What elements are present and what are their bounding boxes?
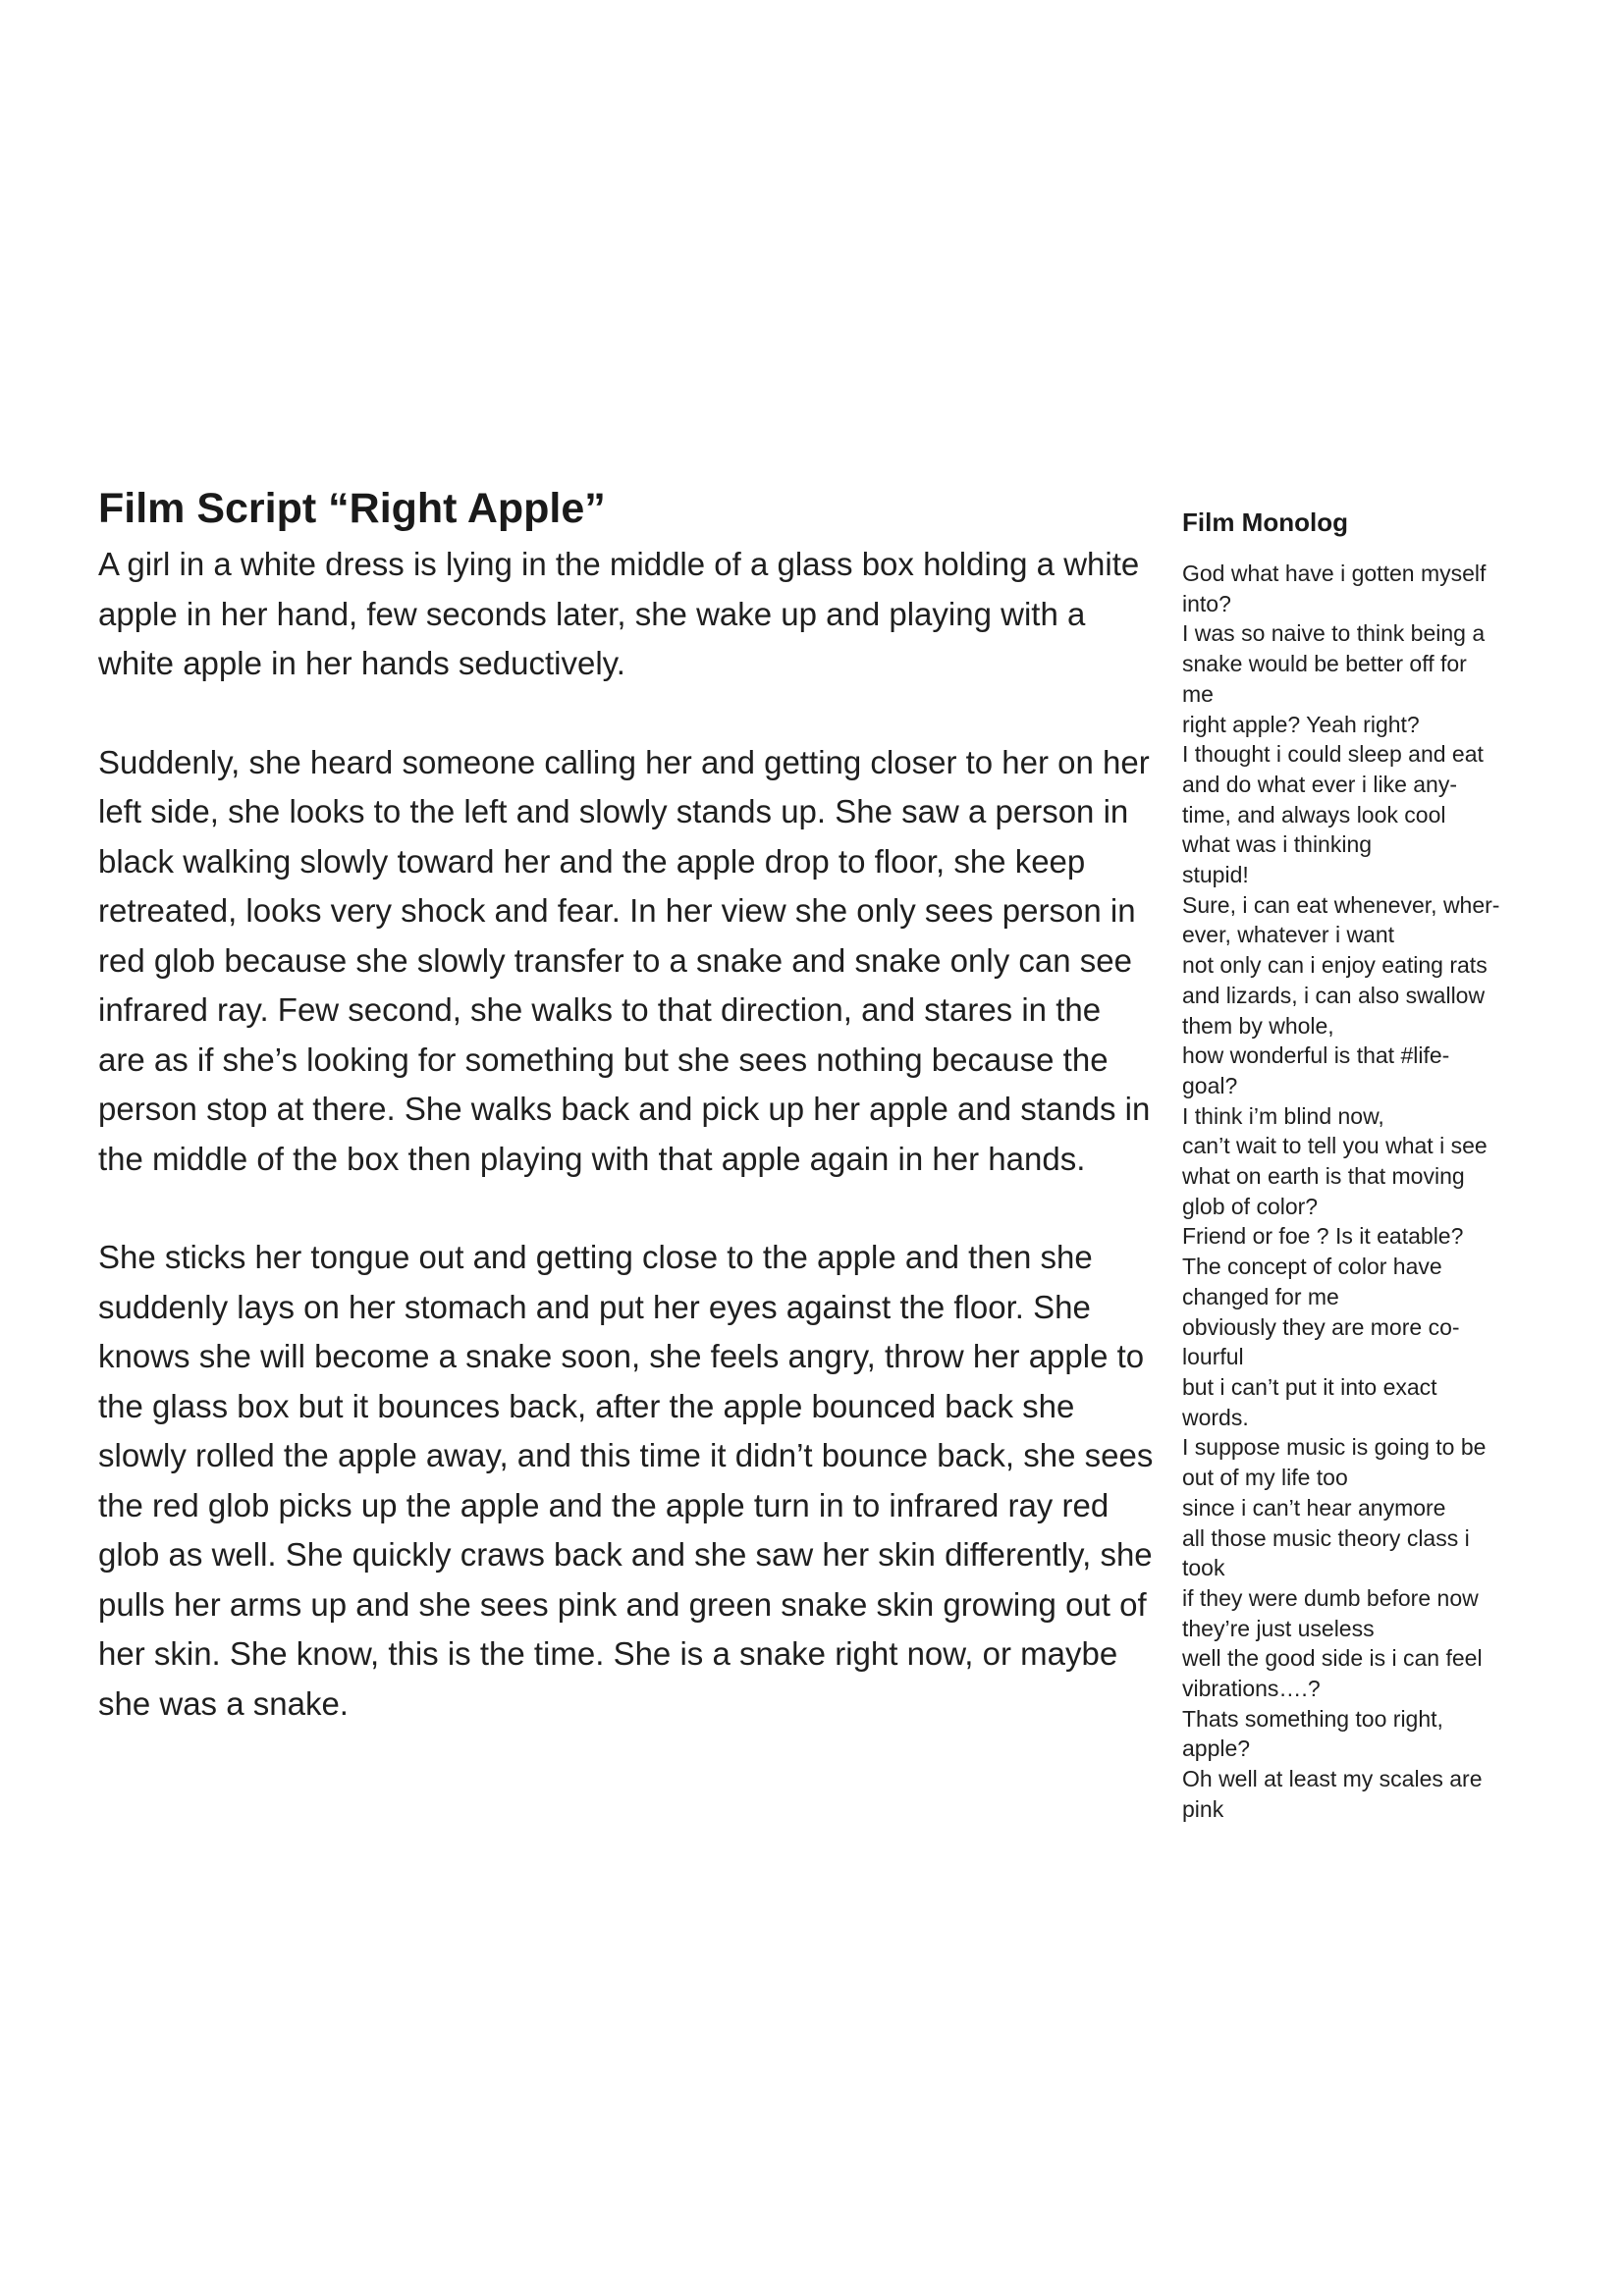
monolog-line: can’t wait to tell you what i see (1182, 1133, 1488, 1159)
monolog-line: not only can i enjoy eating rats (1182, 952, 1488, 979)
monolog-line: if they were dumb before now (1182, 1584, 1479, 1611)
monolog-line: ever, whatever i want (1182, 922, 1395, 948)
monolog-line: snake would be better off for (1182, 651, 1467, 677)
monolog-line: I thought i could sleep and eat (1182, 741, 1484, 768)
monolog-line: I was so naive to think being a (1182, 620, 1486, 647)
monolog-line: me (1182, 680, 1214, 707)
monolog-line: right apple? Yeah right? (1182, 711, 1420, 737)
film-script-title: Film Script “Right Apple” (98, 485, 606, 532)
monolog-line: what was i thinking (1182, 831, 1373, 858)
monolog-line: all those music theory class i (1182, 1524, 1470, 1551)
monolog-line: vibrations….? (1182, 1676, 1321, 1702)
monolog-line: changed for me (1182, 1283, 1339, 1309)
film-monolog-section (1182, 506, 1555, 1825)
monolog-line: what on earth is that moving (1182, 1163, 1465, 1190)
monolog-line: pink (1182, 1795, 1224, 1822)
monolog-line: God what have i gotten myself (1182, 561, 1487, 586)
film-script-body (98, 540, 1154, 1729)
monolog-line: words. (1182, 1404, 1249, 1430)
monolog-line: them by whole, (1182, 1012, 1334, 1039)
monolog-line: lourful (1182, 1344, 1244, 1370)
monolog-line: goal? (1182, 1072, 1238, 1098)
monolog-line: I think i’m blind now, (1182, 1102, 1384, 1129)
film-script-section (98, 483, 1154, 1729)
monolog-line: The concept of color have (1182, 1254, 1442, 1280)
monolog-line: Thats something too right, (1182, 1705, 1443, 1732)
monolog-line: and lizards, i can also swallow (1182, 982, 1486, 1008)
script-paragraph-3: She sticks her tongue out and getting close to the apple and then she suddenly lays on her stomach and put her eyes against the floor. She knows she will become a snake soon, she feels angry, throw her apple to the glass box but it bounces back, after the apple bounced back she slowly rolled the apple away, and this time it didn’t bounce back, she sees the red glob picks up the apple and the apple turn in to infrared ray red glob as well. She quickly craws back and she saw her skin differently, she pulls her arms up and she sees pink and green snake skin growing out of her skin. She know, this is the time. She is a snake right now, or maybe she was a snake. (98, 1239, 1154, 1722)
script-paragraph-1: A girl in a white dress is lying in the middle of a glass box holding a white apple in her hand, few seconds later, she wake up and playing with a white apple in her hands seductively. (98, 546, 1140, 681)
monolog-line: and do what ever i like any- (1182, 771, 1457, 797)
monolog-line: well the good side is i can feel (1182, 1645, 1483, 1672)
monolog-line: into? (1182, 590, 1231, 616)
monolog-lines-list (1182, 559, 1555, 1825)
monolog-line: took (1182, 1555, 1225, 1581)
film-monolog-title: Film Monolog (1182, 507, 1348, 537)
monolog-line: glob of color? (1182, 1193, 1319, 1219)
monolog-line: apple? (1182, 1735, 1251, 1762)
monolog-line: Oh well at least my scales are (1182, 1766, 1483, 1792)
monolog-line: out of my life too (1182, 1465, 1348, 1491)
monolog-line: I suppose music is going to be (1182, 1434, 1487, 1461)
monolog-line: since i can’t hear anymore (1182, 1494, 1446, 1521)
monolog-line: stupid! (1182, 862, 1249, 888)
monolog-line: Sure, i can eat whenever, wher- (1182, 891, 1500, 918)
script-paragraph-2: Suddenly, she heard someone calling her and getting closer to her on her left side, she looks to the left and slowly stands up. She saw a person in black walking slowly toward her and the apple drop to floor, she keep retreated, looks very shock and fear. In her view she only sees person in red glob because she slowly transfer to a snake and snake only can see infrared ray. Few second, she walks to that direction, and stares in the are as if she’s looking for something but she sees nothing because the person stop at there. She walks back and pick up her apple and stands in the middle of the box then playing with that apple again in her hands. (98, 743, 1151, 1177)
monolog-line: but i can’t put it into exact (1182, 1373, 1437, 1400)
monolog-line: they’re just useless (1182, 1615, 1375, 1641)
monolog-line: Friend or foe ? Is it eatable? (1182, 1223, 1464, 1250)
monolog-line: how wonderful is that #life- (1182, 1042, 1450, 1069)
monolog-line: obviously they are more co- (1182, 1313, 1460, 1340)
monolog-line: time, and always look cool (1182, 801, 1446, 828)
